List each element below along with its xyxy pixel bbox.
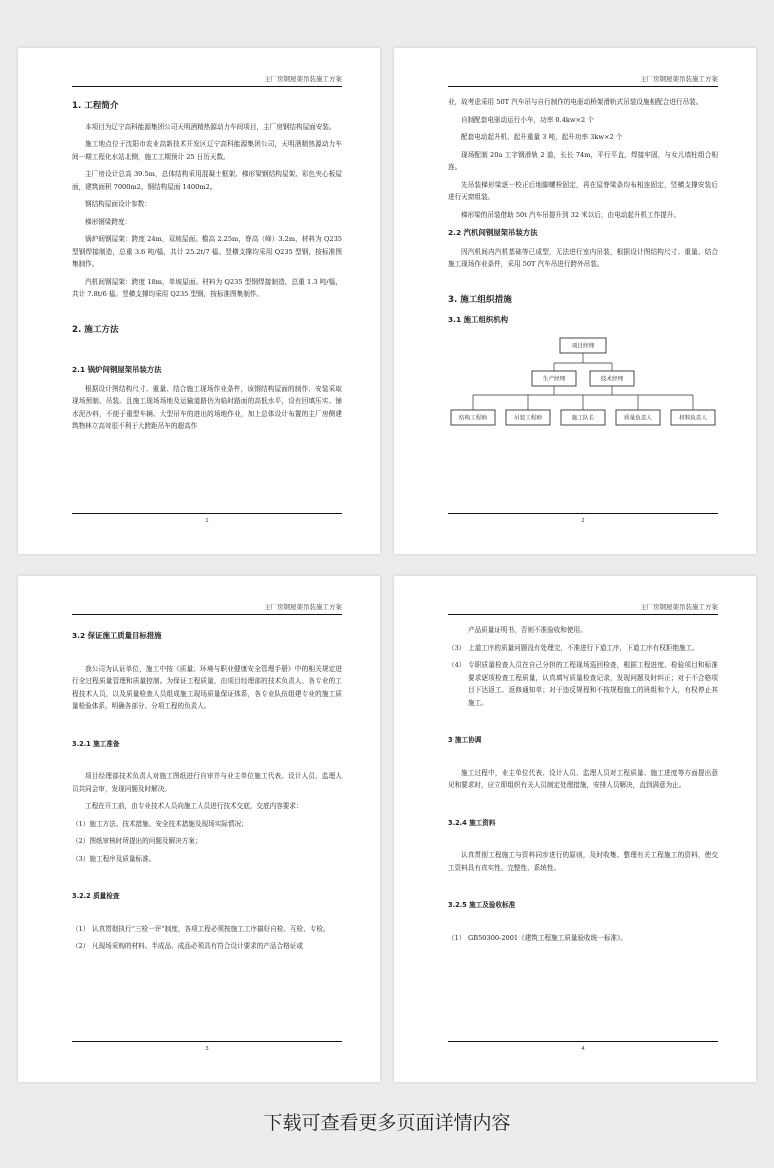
page-footer: 2 [448, 513, 718, 524]
org-label-bottom: 质量负责人 [624, 415, 652, 421]
subsection-title: 3.2.4 施工资料 [448, 818, 496, 827]
subsection-title: 3.2.1 施工准备 [72, 739, 120, 748]
subsection-title: 3 施工协调 [448, 736, 482, 744]
subsection-title: 2.1 锅炉间钢屋架吊装方法 [72, 365, 162, 374]
org-label-bottom: 结构工程师 [459, 415, 487, 421]
page-header: 主厂房钢屋架吊装施工方案 [448, 602, 718, 615]
paragraph: 钢结构屋面设计参数： [85, 200, 151, 208]
paragraph: 施工地点位于沈阳市农业高新技术开发区辽宁高科能源集团公司，天明酒精热源动力车间一期工程化水站北侧，施工工期预计 25 日历天数。 [72, 140, 342, 161]
page-footer: 3 [72, 1041, 342, 1052]
paragraph: 汽机间钢屋架：跨度 18m，单坡屋面。材料为 Q235 型钢焊接制造，总重 1.3 吨/榀，共计 7.8t/6 榀。竖横支撑均采用 Q235 型钢，按标准图集制作。 [72, 277, 342, 298]
list-text: 认真贯彻执行“三检一评”制度，各项工程必须按施工工序搞好自检、互检、专检。 [92, 924, 330, 933]
list-item [448, 932, 718, 945]
paragraph: 本项目为辽宁高科能源集团公司天明酒精热源动力车间项目，主厂房钢结构屋面安装。 [85, 122, 336, 131]
section-title: 2. 施工方法 [72, 324, 119, 335]
subsection-title: 2.2 汽机间钢屋架吊装方法 [448, 228, 538, 237]
list-text: 专职质量检查人员在自己分担的工程现场巡回检查，根据工程进度、检验项目和标准要求逐项检查工程质量，认真填写质量检查记录，发现问题及时纠正；对于不合格项目下达返工、返修通知单；对于违反规程和不按规程施工的班组和个人，有权停止其施工。 [468, 661, 718, 707]
paragraph: 根据设计图结构尺寸、重量、结合施工现场作业条件，该钢结构屋面的制作、安装采取现场预制、吊装。且施工现场场地及运输道路仍为临时路面的高低水平，设有回填压实、铺水泥沙料，不便于重型车辆、大型吊车的进出的场地作业，加上总体设计布置的主厂房侧建筑物林立高耸很不利于大跨距吊车的超高作 [72, 384, 342, 430]
subsection-title: 3.2.2 质量检查 [72, 892, 120, 900]
paragraph: 我公司为认证单位，施工中按《质量、环境与职业健康安全管理手册》中的相关规定进行全过程质量管理和质量控制。为保证工程质量，由项目经理部的技术负责人、各专业的工程技术人员，以及质量检查人员组成施工现场质量保证体系，各专业队伍组建专业的施工质量检验体系，明确各部分、分项工程的负责人。 [72, 664, 342, 710]
list-number: （3） [448, 643, 466, 652]
paragraph: 项目经理部技术负责人对施工图纸进行自审并与业主单位施工代表、设计人员、监理人员共同会审，发现问题及时解决。 [72, 772, 342, 793]
paragraph: 现场配制 20a 工字钢滑轨 2 道，长长 74m，平行平直，焊接牢固，与女儿墙柱组合相连。 [448, 150, 718, 171]
org-label-bottom: 吊装工程师 [514, 415, 542, 421]
document-page-3 [18, 576, 380, 1082]
paragraph: 梯形钢梁跨度： [85, 217, 132, 226]
list-number: （1） [72, 924, 90, 933]
paragraph: 施工过程中，业主单位代表、设计人员、监理人员对工程质量、施工进度等方面提出意见和要求时，应立即组织有关人员制定处理措施，安排人员解决，直到满意为止。 [448, 768, 718, 789]
page-footer: 1 [72, 513, 342, 524]
subsection-title: 3.2.5 施工及验收标准 [448, 901, 516, 909]
paragraph: 自制配套电驱动运行小车，功率 0.4kw×2 个 [461, 115, 594, 124]
list-item [72, 923, 342, 936]
subsection-title: 3.2 保证施工质量目标措施 [72, 631, 162, 640]
list-item [448, 642, 718, 655]
paragraph: 梯形梁的吊装借助 50t 汽车吊提升到 32 米以后，由电动起升机工作提升。 [461, 210, 681, 219]
org-label-middle: 技术经理 [600, 376, 624, 382]
paragraph: 工程在开工前，由专业技术人员向施工人员进行技术交底，交底内容要求： [85, 802, 303, 810]
list-text: 上道工序的质量问题没有处理完，不准进行下道工序，下道工序有权拒绝施工。 [468, 643, 699, 652]
org-label-bottom: 施工队长 [571, 415, 595, 421]
page-header: 主厂房钢屋架吊装施工方案 [72, 74, 342, 87]
paragraph: 先吊装梯形梁逐一校正后地脚螺栓固定，再在屋脊梁条均布相连固定，竖横支撑安装后进行天窗组装。 [448, 180, 718, 201]
subsection-title: 3.1 施工组织机构 [448, 315, 509, 324]
page-header: 主厂房钢屋架吊装施工方案 [448, 74, 718, 87]
download-caption: 下载可查看更多页面详情内容 [263, 1112, 511, 1134]
page-body [448, 624, 718, 949]
list-text: 凡现场采购的材料、半成品、成品必须具有符合设计要求的产品合格证或 [92, 942, 303, 950]
org-label-bottom: 材料负责人 [679, 415, 707, 421]
page-footer: 4 [448, 1041, 718, 1052]
list-item: （1）施工方法、技术措施、安全技术措施及现场实际情况； [72, 819, 248, 828]
list-item [72, 940, 342, 953]
page-body [72, 624, 342, 958]
page-body [448, 96, 718, 437]
section-title: 1. 工程简介 [72, 101, 119, 111]
paragraph: 锅炉间钢屋架：跨度 24m，双坡屋面。檐高 2.25m，脊高（峰）3.2m，材料为 Q235 型钢焊接制造，总重 3.6 吨/榀，共计 25.2t/7 榀。竖横支撑均采用 Q235 型钢，按标准图集制作。 [72, 235, 342, 268]
list-text: GB50300-2001《建筑工程施工质量验收统一标准》。 [468, 933, 627, 942]
paragraph: 认真贯彻工程施工与资料同步进行的原则，及时收集、整理有关工程施工的资料，使交工资料具有真实性、完整性、系统性。 [448, 851, 718, 872]
page-body [72, 96, 342, 438]
org-chart [448, 333, 718, 437]
list-item: （2）图纸审核时所提出的问题及解决方案； [72, 837, 202, 845]
document-page-4 [394, 576, 756, 1082]
document-page-2 [394, 48, 756, 554]
section-title: 3. 施工组织措施 [448, 294, 512, 305]
document-page-1 [18, 48, 380, 554]
org-label-top: 项目经理 [571, 343, 595, 349]
org-label-middle: 生产经理 [542, 376, 566, 382]
list-item: （3）施工程序及质量标准。 [72, 854, 156, 863]
list-number: （4） [448, 661, 466, 669]
page-header: 主厂房钢屋架吊装施工方案 [72, 602, 342, 615]
paragraph: 配套电动起升机、起升重量 3 吨，起升功率 3kw×2 个 [461, 133, 623, 141]
paragraph: 产品质量证明书，否则不准验收和使用。 [468, 626, 587, 634]
list-item [448, 659, 718, 709]
paragraph: 因汽机间内汽机基础等已成型，无法进行室内吊装，根据设计图结构尺寸、重量、结合施工现场作业条件，采用 50T 汽车吊进行跨外吊装。 [448, 247, 718, 268]
list-number: （2） [72, 942, 90, 950]
paragraph: 业，故考虑采用 50T 汽车吊与自行制作的电驱动桥架滑轨式吊装设施相配合进行吊装。 [448, 98, 703, 106]
paragraph: 主厂房设计总高 39.5m，总体结构采用混凝土框架、梯形梁钢结构屋架、彩色夹心板屋面，建筑面积 7000m2，钢结构屋面 1400m2。 [72, 170, 342, 191]
list-number: （1） [448, 933, 466, 942]
